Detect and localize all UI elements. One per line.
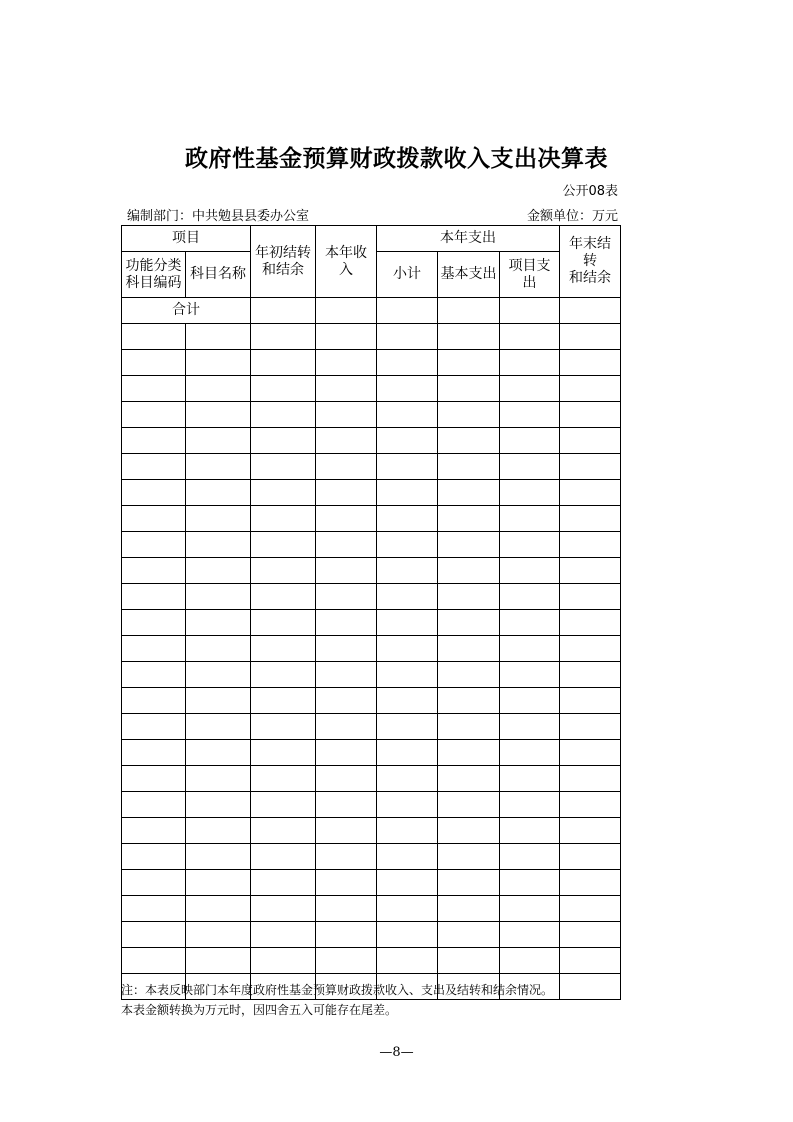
table-cell [438, 844, 500, 870]
table-cell [316, 870, 377, 896]
table-cell [500, 610, 560, 636]
table-row [122, 428, 621, 454]
table-cell [122, 870, 186, 896]
table-cell [377, 506, 438, 532]
table-cell [500, 558, 560, 584]
table-cell [377, 558, 438, 584]
table-cell [251, 506, 316, 532]
table-cell [500, 584, 560, 610]
table-cell [377, 818, 438, 844]
table-cell [122, 740, 186, 766]
table-cell [377, 428, 438, 454]
table-cell [500, 896, 560, 922]
table-cell [377, 584, 438, 610]
table-cell [377, 870, 438, 896]
department-label: 编制部门：中共勉县县委办公室 [127, 209, 310, 224]
table-cell [186, 948, 251, 974]
table-cell [186, 870, 251, 896]
table-cell [377, 948, 438, 974]
table-cell [186, 558, 251, 584]
table-cell [251, 766, 316, 792]
table-cell [560, 636, 621, 662]
table-cell [500, 532, 560, 558]
table-cell [316, 714, 377, 740]
table-cell [438, 714, 500, 740]
table-cell [377, 714, 438, 740]
table-cell [122, 610, 186, 636]
table-cell [377, 636, 438, 662]
footnote-1: 注：本表反映部门本年度政府性基金预算财政拨款收入、支出及结转和结余情况。 [121, 983, 554, 997]
table-cell [438, 532, 500, 558]
table-cell [316, 324, 377, 350]
amount-unit-label: 金额单位：万元 [526, 209, 618, 224]
table-cell [251, 584, 316, 610]
table-cell [316, 454, 377, 480]
table-cell [438, 766, 500, 792]
table-row [122, 922, 621, 948]
table-cell [122, 532, 186, 558]
table-cell [438, 480, 500, 506]
table-cell [560, 792, 621, 818]
table-row [122, 376, 621, 402]
table-cell [500, 454, 560, 480]
table-cell [438, 610, 500, 636]
table-cell [316, 896, 377, 922]
table-cell [500, 480, 560, 506]
table-cell [377, 922, 438, 948]
table-cell [316, 350, 377, 376]
table-cell [438, 584, 500, 610]
header-item: 项目 [122, 226, 251, 252]
table-cell [122, 844, 186, 870]
table-cell [438, 324, 500, 350]
table-row [122, 948, 621, 974]
table-cell [251, 896, 316, 922]
table-cell [186, 844, 251, 870]
table-cell [377, 688, 438, 714]
table-cell [500, 792, 560, 818]
table-cell [560, 896, 621, 922]
table-cell [186, 610, 251, 636]
table-cell [186, 636, 251, 662]
table-cell [316, 584, 377, 610]
table-cell [560, 298, 621, 324]
table-cell [122, 454, 186, 480]
table-cell [377, 610, 438, 636]
table-cell [251, 402, 316, 428]
table-cell [251, 454, 316, 480]
table-cell [560, 662, 621, 688]
table-row [122, 636, 621, 662]
table-cell [316, 610, 377, 636]
header-func-code: 功能分类 科目编码 [122, 252, 186, 298]
table-row [122, 558, 621, 584]
header-subtotal: 小计 [377, 252, 438, 298]
table-cell [251, 298, 316, 324]
table-cell [316, 844, 377, 870]
table-cell [122, 428, 186, 454]
table-cell [377, 532, 438, 558]
table-cell [316, 922, 377, 948]
table-cell [500, 740, 560, 766]
table-cell [500, 688, 560, 714]
table-cell [560, 532, 621, 558]
table-cell [560, 844, 621, 870]
table-cell [251, 714, 316, 740]
table-row [122, 506, 621, 532]
table-cell [251, 844, 316, 870]
table-cell [438, 558, 500, 584]
table-cell [186, 376, 251, 402]
table-cell [251, 792, 316, 818]
table-cell [560, 948, 621, 974]
table-cell [438, 688, 500, 714]
table-cell [438, 818, 500, 844]
table-cell [122, 714, 186, 740]
table-cell [122, 792, 186, 818]
table-cell [500, 922, 560, 948]
table-cell [122, 922, 186, 948]
total-label: 合计 [122, 298, 251, 324]
table-cell [251, 532, 316, 558]
table-cell [186, 454, 251, 480]
table-cell [560, 974, 621, 1000]
table-cell [500, 870, 560, 896]
table-cell [438, 896, 500, 922]
table-row [122, 818, 621, 844]
table-cell [251, 662, 316, 688]
document-title: 政府性基金预算财政拨款收入支出决算表 [185, 146, 608, 172]
table-cell [438, 376, 500, 402]
table-cell [186, 532, 251, 558]
header-basic: 基本支出 [438, 252, 500, 298]
table-cell [122, 818, 186, 844]
table-cell [500, 766, 560, 792]
header-opening-balance: 年初结转 和结余 [251, 226, 316, 298]
table-cell [186, 792, 251, 818]
table-cell [251, 922, 316, 948]
table-cell [186, 402, 251, 428]
table-cell [377, 766, 438, 792]
table-cell [122, 558, 186, 584]
table-cell [377, 896, 438, 922]
table-cell [316, 376, 377, 402]
table-cell [438, 662, 500, 688]
table-cell [560, 766, 621, 792]
table-cell [251, 818, 316, 844]
table-row [122, 844, 621, 870]
table-cell [122, 506, 186, 532]
table-cell [251, 376, 316, 402]
table-cell [251, 740, 316, 766]
table-row [122, 324, 621, 350]
table-cell [251, 948, 316, 974]
table-cell [316, 480, 377, 506]
table-cell [377, 324, 438, 350]
table-cell [186, 740, 251, 766]
table-cell [377, 298, 438, 324]
table-row [122, 792, 621, 818]
table-cell [560, 558, 621, 584]
table-cell [186, 506, 251, 532]
table-cell [500, 506, 560, 532]
table-cell [560, 480, 621, 506]
table-cell [560, 740, 621, 766]
table-cell [500, 844, 560, 870]
table-cell [438, 870, 500, 896]
table-cell [251, 558, 316, 584]
table-cell [251, 350, 316, 376]
table-cell [438, 948, 500, 974]
table-cell [251, 636, 316, 662]
table-cell [122, 584, 186, 610]
table-cell [560, 922, 621, 948]
table-cell [251, 480, 316, 506]
table-cell [316, 532, 377, 558]
table-cell [316, 792, 377, 818]
table-cell [500, 324, 560, 350]
table-cell [186, 922, 251, 948]
table-cell [122, 688, 186, 714]
table-row [122, 532, 621, 558]
table-row [122, 896, 621, 922]
table-cell [377, 662, 438, 688]
table-cell [377, 350, 438, 376]
table-cell [122, 766, 186, 792]
table-row [122, 662, 621, 688]
table-cell [122, 480, 186, 506]
table-cell [560, 324, 621, 350]
table-cell [560, 610, 621, 636]
header-subject-name: 科目名称 [186, 252, 251, 298]
table-cell [251, 610, 316, 636]
table-row [122, 740, 621, 766]
table-cell [186, 818, 251, 844]
table-cell [560, 714, 621, 740]
table-cell [122, 662, 186, 688]
table-cell [560, 584, 621, 610]
table-cell [377, 376, 438, 402]
table-cell [316, 818, 377, 844]
table-cell [122, 324, 186, 350]
table-cell [316, 506, 377, 532]
budget-table [121, 225, 621, 1000]
table-cell [122, 402, 186, 428]
page-number: —8— [379, 1045, 414, 1060]
table-cell [316, 298, 377, 324]
table-row [122, 610, 621, 636]
table-cell [316, 558, 377, 584]
form-number: 公开08表 [562, 184, 618, 199]
table-cell [438, 922, 500, 948]
table-cell [560, 506, 621, 532]
table-cell [186, 662, 251, 688]
table-cell [251, 324, 316, 350]
table-cell [500, 714, 560, 740]
table-cell [438, 298, 500, 324]
table-cell [560, 818, 621, 844]
table-cell [377, 792, 438, 818]
table-cell [377, 740, 438, 766]
table-cell [186, 766, 251, 792]
table-cell [560, 454, 621, 480]
table-cell [500, 298, 560, 324]
table-cell [377, 454, 438, 480]
table-cell [500, 428, 560, 454]
table-cell [500, 350, 560, 376]
header-row-1 [122, 226, 621, 252]
table-cell [500, 662, 560, 688]
table-cell [438, 454, 500, 480]
header-project: 项目支 出 [500, 252, 560, 298]
table-cell [438, 792, 500, 818]
table-row [122, 454, 621, 480]
table-cell [186, 714, 251, 740]
table-row [122, 766, 621, 792]
table-cell [186, 428, 251, 454]
table-cell [377, 844, 438, 870]
table-cell [316, 428, 377, 454]
table-cell [560, 428, 621, 454]
table-cell [560, 402, 621, 428]
table-cell [316, 688, 377, 714]
table-row [122, 402, 621, 428]
table-cell [316, 948, 377, 974]
table-cell [500, 376, 560, 402]
table-row [122, 350, 621, 376]
table-cell [186, 688, 251, 714]
table-cell [438, 740, 500, 766]
table-cell [560, 350, 621, 376]
table-cell [186, 324, 251, 350]
table-cell [377, 480, 438, 506]
table-row [122, 714, 621, 740]
table-cell [560, 376, 621, 402]
table-cell [316, 766, 377, 792]
table-cell [186, 480, 251, 506]
table-cell [122, 350, 186, 376]
table-cell [316, 662, 377, 688]
table-cell [251, 428, 316, 454]
table-cell [186, 896, 251, 922]
table-cell [500, 636, 560, 662]
table-cell [438, 506, 500, 532]
table-cell [377, 402, 438, 428]
table-cell [438, 402, 500, 428]
table-cell [500, 948, 560, 974]
table-cell [560, 688, 621, 714]
header-income: 本年收 入 [316, 226, 377, 298]
table-row [122, 584, 621, 610]
table-cell [500, 402, 560, 428]
table-cell [316, 740, 377, 766]
table-cell [251, 688, 316, 714]
footnote-2: 本表金额转换为万元时，因四舍五入可能存在尾差。 [121, 1003, 398, 1017]
total-row [122, 298, 621, 324]
table-cell [500, 818, 560, 844]
table-cell [122, 376, 186, 402]
table-row [122, 480, 621, 506]
table-cell [438, 636, 500, 662]
table-cell [560, 870, 621, 896]
table-cell [251, 870, 316, 896]
header-expenditure: 本年支出 [377, 226, 560, 252]
table-cell [438, 428, 500, 454]
table-cell [122, 636, 186, 662]
header-closing-balance: 年末结 转 和结余 [560, 226, 621, 298]
table-cell [186, 584, 251, 610]
table-cell [316, 402, 377, 428]
table-cell [316, 636, 377, 662]
table-row [122, 870, 621, 896]
table-cell [122, 948, 186, 974]
table-cell [186, 350, 251, 376]
table-row [122, 688, 621, 714]
table-cell [438, 350, 500, 376]
table-cell [122, 896, 186, 922]
